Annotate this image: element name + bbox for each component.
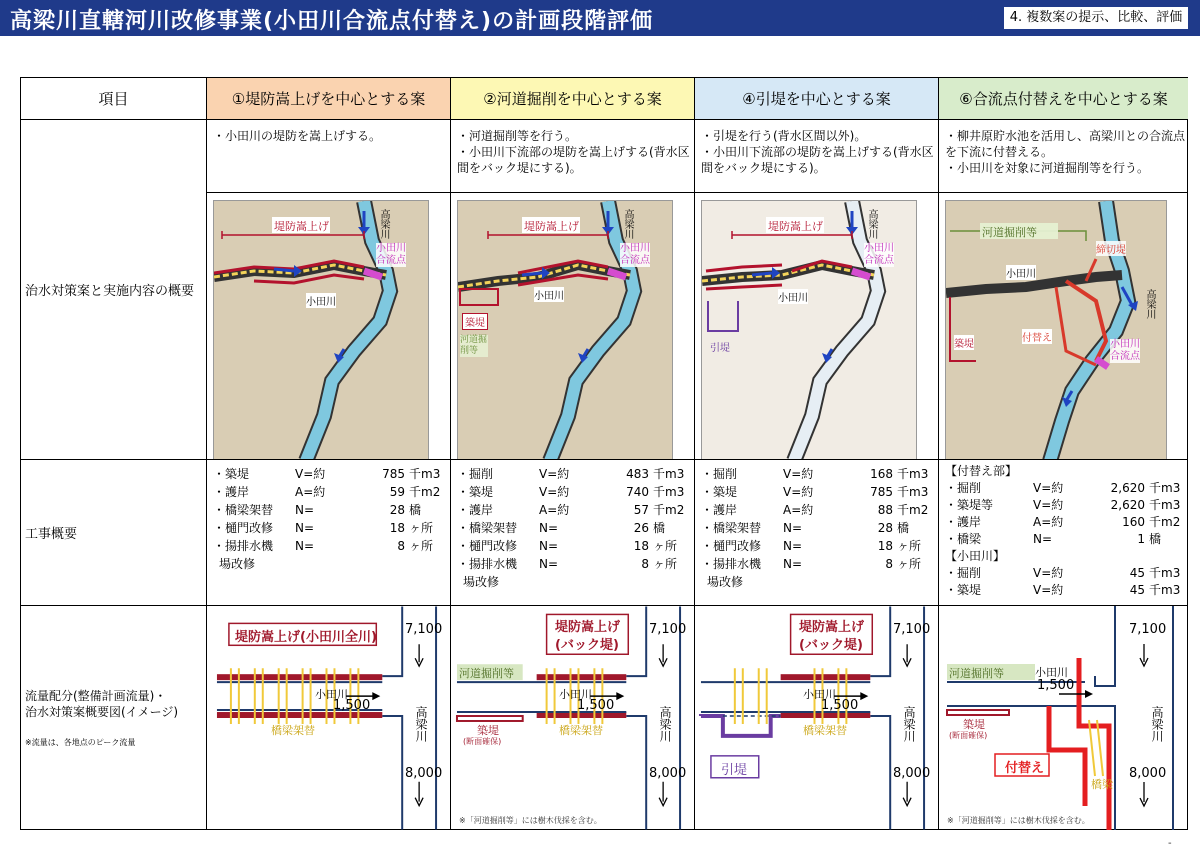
title-bar	[0, 0, 1200, 36]
flow-label-main: 堤防嵩上げ	[799, 620, 865, 635]
flow-odagawa-value: 1,500	[1037, 678, 1075, 693]
work-row: ・掘削 V=約 2,620 千m3	[945, 481, 1181, 495]
work-row: ・橋梁架替 N= 26 橋	[457, 521, 666, 535]
flow-upstream: 7,100	[649, 622, 687, 637]
flow-upstream: 7,100	[405, 622, 443, 637]
desc-line: ・小田川下流部の堤防を嵩上げする(背水区	[701, 145, 934, 159]
works-plan-4	[695, 460, 939, 606]
work-row: ・樋門改修 N= 18 ヶ所	[701, 539, 922, 553]
flow-bridge: 橋梁架替	[559, 724, 603, 737]
row-label-flow-line2: 治水対策案概要図(イメージ)	[25, 705, 179, 719]
evaluation-table	[20, 77, 1188, 830]
desc-line: ・小田川下流部の堤防を嵩上げする(背水区	[457, 145, 690, 159]
map-plan-2	[457, 200, 673, 460]
overview-plan-4	[695, 120, 939, 460]
flow-plan-2	[451, 606, 695, 830]
flow-label-sub: (バック堤)	[555, 638, 619, 653]
works-list-plan-1	[213, 465, 446, 573]
work-row: ・築堤 V=約 740 千m3	[457, 485, 685, 499]
desc-line: ・柳井原貯水池を活用し、高梁川との合流点	[945, 129, 1186, 143]
work-row: ・築堤 V=約 785 千m3	[701, 485, 929, 499]
map-label-confluence: 小田川合流点	[376, 243, 406, 266]
works-list-plan-6	[945, 462, 1184, 598]
header-plan-2: ②河道掘削を中心とする案	[451, 78, 695, 120]
flow-embank-sub: (断面確保)	[463, 737, 502, 746]
flow-odagawa: 小田川	[803, 688, 836, 701]
section-badge: 4. 複数案の提示、比較、評価	[1002, 5, 1190, 31]
work-row: ・樋門改修 N= 18 ヶ所	[457, 539, 678, 553]
map-label-setback: 引堤	[710, 343, 730, 354]
work-row: ・樋門改修 N= 18 ヶ所	[213, 521, 434, 535]
flow-bridge: 橋梁架替	[271, 724, 315, 737]
header-plan-4: ④引堤を中心とする案	[695, 78, 939, 120]
description-plan-6	[945, 128, 1186, 176]
map-label-confluence: 小田川合流点	[1110, 339, 1140, 362]
map-label-confluence: 小田川合流点	[620, 243, 650, 266]
map-label-takahashi: 高梁川	[622, 209, 633, 239]
work-row: ・護岸 A=約 160 千m2	[945, 515, 1181, 529]
works-plan-2	[451, 460, 695, 606]
desc-line: 間をバック堤にする)。	[457, 161, 582, 175]
desc-line: ・河道掘削等を行う。	[457, 129, 578, 143]
row-label-works-text: 工事概要	[25, 527, 78, 542]
map-label-levee: 堤防嵩上げ	[524, 220, 579, 233]
work-row: ・築堤 V=約 785 千m3	[213, 467, 441, 481]
flow-excavate: 河道掘削等	[949, 667, 1004, 680]
map-label-odagawa: 小田川	[306, 293, 336, 308]
flow-embank: 築堤	[963, 718, 985, 731]
flow-odagawa: 小田川	[1035, 666, 1068, 679]
flow-embank-sub: (断面確保)	[949, 731, 988, 740]
flow-plan-6	[939, 606, 1188, 830]
work-row: ・掘削 V=約 45 千m3	[945, 566, 1181, 580]
map-label-cut: 締切堤	[1096, 241, 1126, 256]
desc-line: ・小田川を対象に河道掘削等を行う。	[945, 161, 1150, 175]
overview-plan-2	[451, 120, 695, 460]
map-label-takahashi: 高梁川	[1144, 289, 1155, 319]
desc-line: を下流に付替える。	[945, 145, 1054, 159]
header-plan-6: ⑥合流点付替えを中心とする案	[939, 78, 1188, 120]
work-row: ・揚排水機 N= 8 ヶ所	[213, 539, 434, 553]
work-row-tail: 場改修	[219, 557, 256, 571]
page-title: 高梁川直轄河川改修事業(小田川合流点付替え)の計画段階評価	[10, 9, 654, 34]
flow-odagawa-value: 1,500	[577, 698, 615, 713]
map-label-confluence: 小田川合流点	[864, 243, 894, 266]
map-label-odagawa: 小田川	[534, 287, 564, 302]
flow-reroute: 付替え	[1005, 761, 1045, 776]
description-plan-2	[457, 128, 688, 176]
flow-downstream: 8,000	[649, 766, 687, 781]
map-label-excavate: 河道掘削等	[982, 226, 1037, 239]
flow-bridge: 橋梁	[1091, 778, 1113, 791]
work-row: ・橋梁 N= 1 橋	[945, 532, 1162, 546]
flow-setback: 引堤	[721, 763, 748, 778]
works-plan-6	[939, 460, 1188, 606]
work-row: ・護岸 A=約 59 千m2	[213, 485, 441, 499]
flow-plan-1	[207, 606, 451, 830]
overview-plan-6	[939, 120, 1188, 460]
flow-note: ※「河道掘削等」には樹木伐採を含む。	[947, 816, 1090, 825]
description-plan-1	[213, 128, 444, 144]
work-row: ・揚排水機 N= 8 ヶ所	[457, 557, 678, 571]
desc-line: ・引堤を行う(背水区間以外)。	[701, 129, 867, 143]
flow-takahashi: 高梁川	[414, 706, 428, 742]
work-row: ・護岸 A=約 88 千m2	[701, 503, 929, 517]
map-label-odagawa: 小田川	[778, 289, 808, 304]
work-row: ・築堤等 V=約 2,620 千m3	[945, 498, 1181, 512]
map-label-takahashi: 高梁川	[378, 209, 389, 239]
flow-label-main: 堤防嵩上げ	[555, 620, 621, 635]
flow-takahashi: 高梁川	[902, 706, 916, 742]
flow-downstream: 8,000	[893, 766, 931, 781]
flow-odagawa-value: 1,500	[821, 698, 859, 713]
flow-downstream: 8,000	[1129, 766, 1167, 781]
map-label-odagawa: 小田川	[1006, 265, 1036, 280]
works-section-heading: 【小田川】	[945, 549, 1006, 563]
header-item: 項目	[21, 78, 207, 120]
work-row-tail: 場改修	[707, 575, 744, 589]
flow-embank: 築堤	[477, 724, 499, 737]
map-plan-4	[701, 200, 917, 460]
map-label-reroute: 付替え	[1022, 329, 1052, 344]
flow-upstream: 7,100	[893, 622, 931, 637]
row-label-flow	[21, 606, 207, 830]
work-row-tail: 場改修	[463, 575, 500, 589]
desc-line: 間をバック堤にする)。	[701, 161, 826, 175]
row-label-overview-text: 治水対策案と実施内容の概要	[25, 284, 195, 299]
work-row: ・護岸 A=約 57 千m2	[457, 503, 685, 517]
map-label-levee: 堤防嵩上げ	[768, 220, 823, 233]
works-plan-1	[207, 460, 451, 606]
row-label-flow-line1: 流量配分(整備計画流量)・	[25, 689, 167, 703]
flow-bridge: 橋梁架替	[803, 724, 847, 737]
works-list-plan-2	[457, 465, 690, 591]
row-label-overview	[21, 120, 207, 460]
map-label-excavate: 河道掘削等	[460, 335, 488, 356]
header-plan-1: ①堤防嵩上げを中心とする案	[207, 78, 451, 120]
work-row: ・掘削 V=約 168 千m3	[701, 467, 929, 481]
description-plan-4	[701, 128, 932, 176]
map-label-takahashi: 高梁川	[866, 209, 877, 239]
work-row: ・橋梁架替 N= 28 橋	[701, 521, 910, 535]
works-section-heading: 【付替え部】	[945, 464, 1018, 478]
flow-note: ※「河道掘削等」には樹木伐採を含む。	[459, 816, 602, 825]
desc-line: ・小田川の堤防を嵩上げする。	[213, 129, 382, 143]
flow-takahashi: 高梁川	[658, 706, 672, 742]
flow-downstream: 8,000	[405, 766, 443, 781]
work-row: ・掘削 V=約 483 千m3	[457, 467, 685, 481]
work-row: ・揚排水機 N= 8 ヶ所	[701, 557, 922, 571]
overview-plan-1	[207, 120, 451, 460]
map-plan-6	[945, 200, 1167, 460]
flow-odagawa-value: 1,500	[333, 698, 371, 713]
work-row: ・築堤 V=約 45 千m3	[945, 583, 1181, 597]
flow-label-main: 堤防嵩上げ(小田川全川)	[235, 630, 377, 645]
page-mark: -	[1168, 838, 1172, 849]
map-plan-1	[213, 200, 429, 460]
row-label-works	[21, 460, 207, 606]
flow-takahashi: 高梁川	[1150, 706, 1164, 742]
flow-odagawa: 小田川	[559, 688, 592, 701]
map-label-embank: 築堤	[954, 335, 974, 350]
map-label-levee: 堤防嵩上げ	[274, 220, 329, 233]
works-list-plan-4	[701, 465, 934, 591]
flow-plan-4	[695, 606, 939, 830]
map-label-embank: 築堤	[462, 313, 488, 330]
flow-upstream: 7,100	[1129, 622, 1167, 637]
flow-label-sub: (バック堤)	[799, 638, 863, 653]
flow-excavate: 河道掘削等	[459, 667, 514, 680]
row-label-flow-note: ※流量は、各地点のピーク流量	[25, 738, 136, 747]
flow-odagawa: 小田川	[315, 688, 348, 701]
work-row: ・橋梁架替 N= 28 橋	[213, 503, 422, 517]
